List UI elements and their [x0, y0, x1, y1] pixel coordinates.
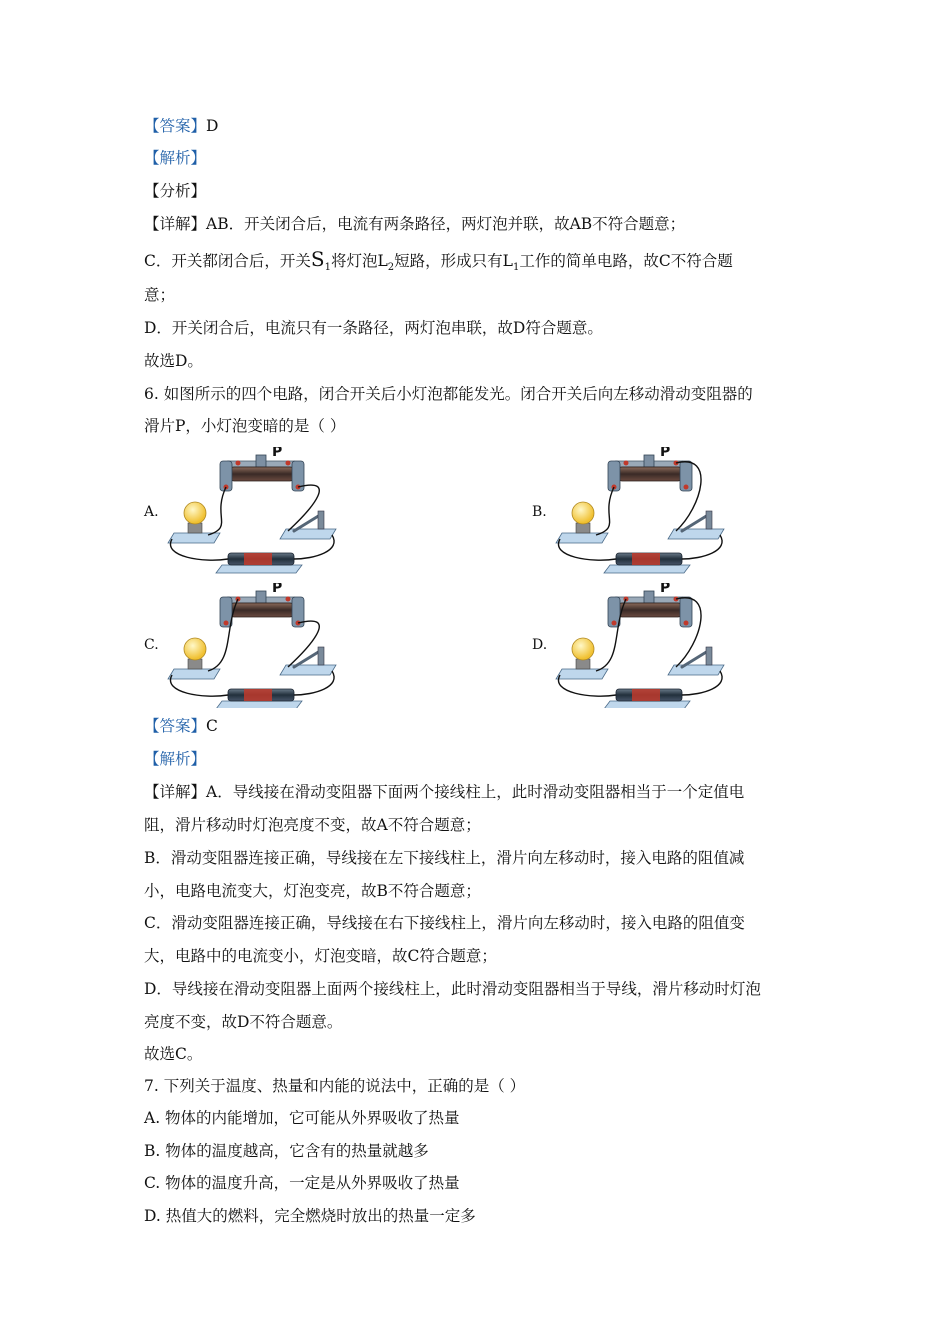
slider-p-label: P — [660, 583, 671, 596]
wire-bulb-rheostat — [208, 487, 226, 535]
q7-option-d: D. 热值大的燃料，完全燃烧时放出的热量一定多 — [144, 1207, 476, 1225]
wire-bulb-rheostat — [596, 487, 614, 535]
battery-base — [604, 565, 690, 573]
detail-tag: 【详解】 — [144, 215, 207, 233]
slider-p-label: P — [660, 447, 671, 460]
circuit-figure-b — [552, 447, 732, 575]
bulb-socket — [188, 659, 202, 669]
detail-a1-text: A．导线接在滑动变阻器下面两个接线柱上，此时滑动变阻器相当于一个定值电 — [206, 783, 745, 801]
switch-post — [706, 647, 712, 665]
terminal-top-left — [624, 461, 629, 466]
bulb-glass — [572, 638, 594, 660]
switch-post — [706, 511, 712, 529]
q6-analysis-tag: 【解析】 — [144, 750, 207, 768]
slider-p-label: P — [272, 583, 283, 596]
switch-symbol: S — [310, 247, 325, 271]
answer-value: D — [206, 117, 219, 135]
terminal-bottom-left — [224, 621, 229, 626]
terminal-bottom-right — [684, 485, 689, 490]
terminal-top-right — [286, 461, 291, 466]
answer-tag: 【答案】 — [144, 117, 207, 135]
c-text-1: C．开关都闭合后，开关 — [144, 252, 311, 270]
q6-detail-d2: 亮度不变，故D不符合题意。 — [144, 1013, 343, 1031]
bulb-socket — [576, 659, 590, 669]
answer-tag: 【答案】 — [144, 717, 207, 735]
q6-detail-b1: B．滑动变阻器连接正确，导线接在左下接线柱上，滑片向左移动时，接入电路的阻值减 — [144, 849, 745, 867]
switch-lever — [294, 651, 320, 667]
switch-post — [318, 511, 324, 529]
switch-lever — [294, 515, 320, 531]
q6-detail-c2: 大，电路中的电流变小，灯泡变暗，故C符合题意； — [144, 947, 497, 965]
battery-band — [244, 553, 272, 565]
q6-detail-b2: 小，电路电流变大，灯泡变亮，故B不符合题意； — [144, 882, 481, 900]
rheostat-slider — [256, 591, 266, 603]
terminal-bottom-right — [684, 621, 689, 626]
terminal-bottom-left — [612, 621, 617, 626]
q7-option-b: B. 物体的温度越高，它含有的热量就越多 — [144, 1142, 429, 1160]
detail-tag: 【详解】 — [144, 783, 207, 801]
q6-stem-1: 6. 如图所示的四个电路，闭合开关后小灯泡都能发光。闭合开关后向左移动滑动变阻器的 — [144, 385, 753, 403]
bulb-base — [168, 533, 220, 543]
q6-option-d-label: D. — [532, 637, 548, 653]
q7-option-c: C. 物体的温度升高，一定是从外界吸收了热量 — [144, 1174, 460, 1192]
q6-detail-a1 — [144, 782, 744, 802]
switch-lever — [682, 515, 708, 531]
bulb-socket — [576, 523, 590, 533]
terminal-top-left — [624, 597, 629, 602]
fenxi-tag: 【分析】 — [144, 182, 207, 200]
bulb-socket — [188, 523, 202, 533]
lamp-symbol: L — [377, 252, 388, 270]
switch-lever — [682, 651, 708, 667]
rheostat-coil — [618, 467, 682, 481]
rheostat-coil — [618, 603, 682, 617]
bulb-glass — [572, 502, 594, 524]
bulb-base — [556, 669, 608, 679]
q6-option-b-label: B. — [532, 504, 547, 520]
bulb-glass — [184, 638, 206, 660]
battery-band — [244, 689, 272, 701]
rheostat-coil — [230, 603, 294, 617]
q6-option-c-label: C. — [144, 637, 159, 653]
q6-detail-c1: C．滑动变阻器连接正确，导线接在右下接线柱上，滑片向左移动时，接入电路的阻值变 — [144, 914, 745, 932]
switch-sub: 1 — [324, 262, 331, 274]
rheostat-coil — [230, 467, 294, 481]
prev-answer-line — [144, 116, 218, 136]
terminal-top-left — [236, 597, 241, 602]
lamp1-symbol: L — [502, 252, 513, 270]
analysis-tag: 【解析】 — [144, 149, 207, 167]
prev-detail-c-cont: 意； — [144, 286, 176, 304]
rheostat-slider — [256, 455, 266, 467]
bulb-glass — [184, 502, 206, 524]
prev-detail-d: D．开关闭合后，电流只有一条路径，两灯泡串联，故D符合题意。 — [144, 319, 603, 337]
prev-choose: 故选D。 — [144, 352, 203, 370]
switch-post — [318, 647, 324, 665]
q7-option-a: A. 物体的内能增加，它可能从外界吸收了热量 — [144, 1109, 460, 1127]
terminal-top-left — [236, 461, 241, 466]
lamp-sub: 2 — [387, 262, 395, 274]
c-text-4: 工作的简单电路，故C不符合题 — [519, 252, 733, 270]
c-text-3: 短路，形成只有 — [394, 252, 503, 270]
circuit-figure-d — [552, 583, 732, 708]
battery-band — [632, 553, 660, 565]
bulb-base — [168, 669, 220, 679]
prev-detail-ab — [144, 214, 685, 234]
circuit-figure-c — [164, 583, 344, 708]
lamp1-sub: 1 — [512, 262, 520, 274]
q7-stem: 7. 下列关于温度、热量和内能的说法中，正确的是（ ） — [144, 1077, 526, 1095]
prev-detail-c — [144, 249, 733, 278]
rheostat-slider — [644, 591, 654, 603]
q6-detail-d1: D．导线接在滑动变阻器上面两个接线柱上，此时滑动变阻器相当于导线，滑片移动时灯泡 — [144, 980, 761, 998]
battery-base — [216, 701, 302, 708]
battery-base — [216, 565, 302, 573]
q6-answer-line — [144, 716, 218, 736]
answer-value: C — [206, 717, 218, 735]
q6-choose: 故选C。 — [144, 1045, 203, 1063]
q6-stem-2: 滑片P，小灯泡变暗的是（ ） — [144, 417, 346, 435]
battery-band — [632, 689, 660, 701]
detail-ab-text: AB．开关闭合后，电流有两条路径，两灯泡并联，故AB不符合题意； — [206, 215, 686, 233]
bulb-base — [556, 533, 608, 543]
terminal-top-right — [286, 597, 291, 602]
q6-option-a-label: A. — [144, 504, 159, 520]
rheostat-slider — [644, 455, 654, 467]
battery-base — [604, 701, 690, 708]
c-text-2: 将灯泡 — [330, 252, 378, 270]
q6-detail-a2: 阻，滑片移动时灯泡亮度不变，故A不符合题意； — [144, 816, 481, 834]
slider-p-label: P — [272, 447, 283, 460]
circuit-figure-a — [164, 447, 344, 575]
